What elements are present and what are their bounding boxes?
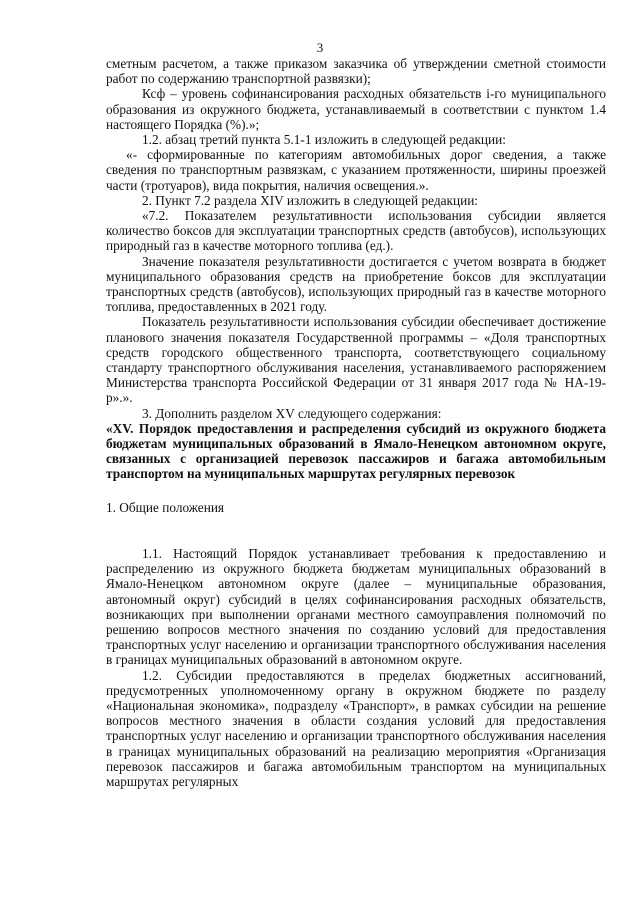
paragraph-estimate-continuation: сметным расчетом, а также приказом заказчика об утверждении сметной стоимости работ по содержанию транспортной развязки); [106, 56, 606, 87]
document-body [106, 56, 606, 789]
paragraph-indicator-value: Значение показателя результативности достигается с учетом возврата в бюджет муниципального образования средств на приобретение боксов для эксплуатации транспортных средств (автобусов), использующих природный газ в качестве моторного топлива, предоставленных в 2021 году. [106, 253, 606, 315]
paragraph-ksf-definition: Ксф – уровень софинансирования расходных обязательств i-го муниципального образования из окружного бюджета, устанавливаемый в соответствии с пунктом 1.4 настоящего Порядка (%).»; [106, 86, 606, 132]
paragraph-7-2-indicator: «7.2. Показателем результативности использования субсидии является количество боксов для эксплуатации транспортных средств (автобусов), использующих природный газ в качестве моторного топлива (ед.). [106, 208, 606, 254]
spacer [106, 482, 606, 500]
page-number: 3 [316, 40, 324, 55]
subsection-heading: 1. Общие положения [106, 499, 225, 515]
spacer [106, 533, 606, 546]
paragraph-amendment-1-2: 1.2. абзац третий пункта 5.1-1 изложить в следующей редакции: [142, 132, 506, 148]
spacer [106, 515, 606, 533]
paragraph-amendment-2: 2. Пункт 7.2 раздела XIV изложить в следующей редакции: [142, 192, 478, 208]
paragraph-amendment-3: 3. Дополнить разделом XV следующего содержания: [142, 405, 442, 421]
paragraph-1-2: 1.2. Субсидии предоставляются в пределах бюджетных ассигнований, предусмотренных уполномоченному органу в окружном бюджете по разделу «Национальная экономика», подразделу «Транспорт», в рамках субсидии на решение вопросов местного значения в области создания условий для предоставления транспортных услуг населению и организации транспортного обслуживания населения в границах муниципальных образований на реализацию мероприятия «Организация перевозок пассажиров и багажа автомобильным транспортом на муниципальных маршрутах регулярных [106, 667, 606, 789]
section-heading-xv: «XV. Порядок предоставления и распределения субсидий из окружного бюджета бюджетам муниципальных образований в Ямало-Ненецком автономном округе, связанных с организацией перевозок пассажиров и багажа автомобильным транспортом на муниципальных маршрутах регулярных перевозок [106, 420, 606, 482]
paragraph-indicator-state-program: Показатель результативности использования субсидии обеспечивает достижение планового значения показателя Государственной программы – «Доля транспортных средств городского общественного транспорта, соответствующего социальному стандарту транспортного обслуживания населения, устанавливаемого распоряжением Министерства транспорта Российской Федерации от 31 января 2017 года № НА-19-р».». [106, 314, 606, 406]
paragraph-1-1: 1.1. Настоящий Порядок устанавливает требования к предоставлению и распределению из окружного бюджета бюджетам муниципальных образований в Ямало-Ненецком автономном округе (далее – муниципальные образования, автономный округ) субсидий в целях софинансирования расходных обязательств, возникающих при выполнении органами местного самоуправления полномочий по решению вопросов местного значения по созданию условий для предоставления транспортных услуг населению и организации транспортного обслуживания населения в границах муниципальных образований в автономном округе. [106, 545, 606, 668]
paragraph-road-categories: «- сформированные по категориям автомобильных дорог сведения, а также сведения по транспортным развязкам, с указанием протяженности, ширины проезжей части (тротуаров), вида покрытия, наличия освещения.». [106, 147, 606, 193]
